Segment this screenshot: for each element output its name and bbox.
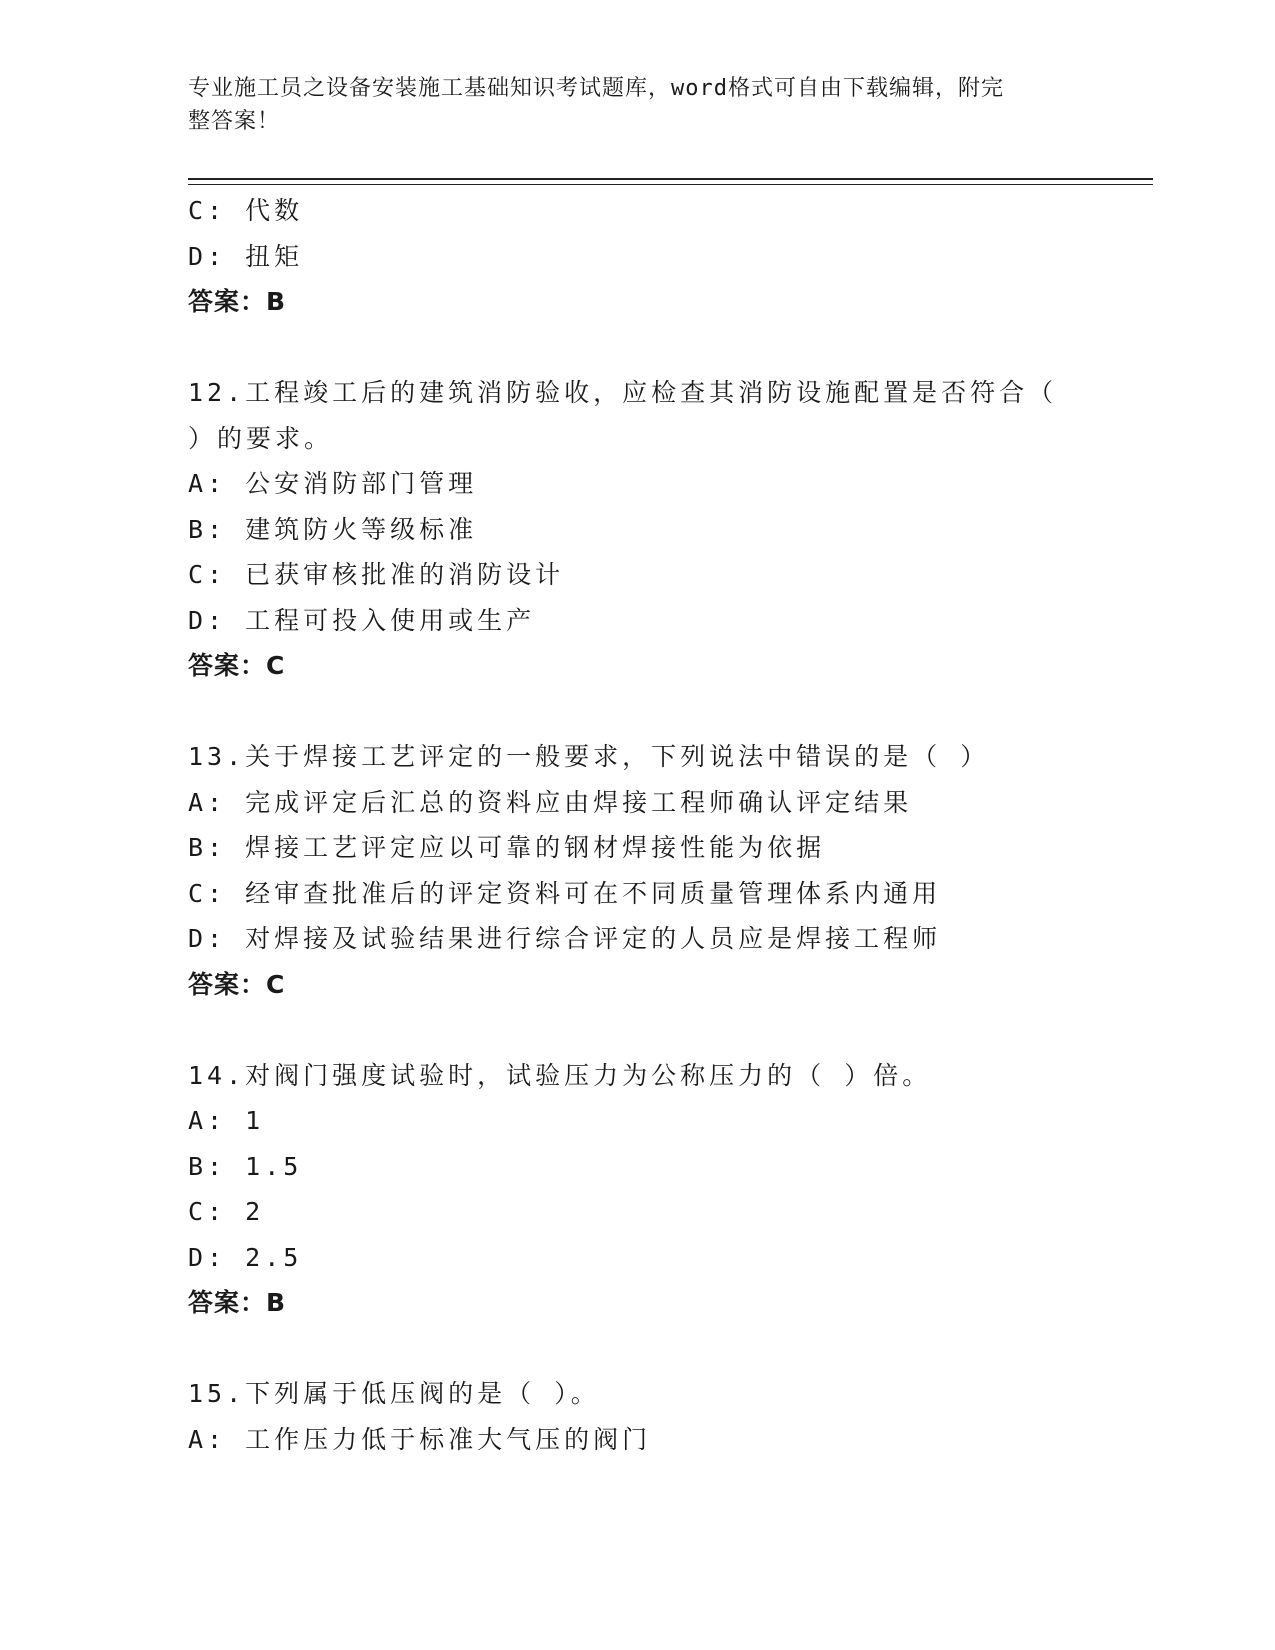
answer-label: 答案：B: [188, 1288, 287, 1317]
spacer: [188, 325, 1088, 371]
option-c: C: 已获审核批准的消防设计: [188, 560, 565, 589]
option-b: B: 1.5: [188, 1151, 303, 1181]
answer-label: 答案：B: [188, 287, 287, 316]
option-c: C: 2: [188, 1197, 265, 1226]
question-11-continued: [188, 188, 1088, 325]
question-stem: 12.工程竣工后的建筑消防验收，应检查其消防设施配置是否符合（: [188, 378, 1058, 407]
answer-label: 答案：C: [188, 969, 286, 999]
option-c: C: 经审查批准后的评定资料可在不同质量管理体系内通用: [188, 878, 942, 908]
option-a: A: 工作压力低于标准大气压的阀门: [188, 1424, 652, 1454]
question-list: [188, 188, 1088, 1462]
option-a: A: 1: [188, 1106, 265, 1135]
answer-label: 答案：C: [188, 651, 286, 680]
header-divider-thick: [188, 178, 1153, 180]
header-line-2: 整答案！: [188, 109, 281, 134]
header-line-1: 专业施工员之设备安装施工基础知识考试题库，word格式可自由下载编辑，附完: [188, 76, 1004, 101]
option-b: B: 焊接工艺评定应以可靠的钢材焊接性能为依据: [188, 833, 826, 862]
option-a: A: 完成评定后汇总的资料应由焊接工程师确认评定结果: [188, 787, 913, 817]
option-d: D: 工程可投入使用或生产: [188, 605, 536, 635]
document-header: [188, 72, 1068, 138]
question-14: [188, 1053, 1088, 1326]
option-d: D: 扭矩: [188, 241, 304, 271]
question-stem: ）的要求。: [188, 423, 334, 453]
option-d: D: 对焊接及试验结果进行综合评定的人员应是焊接工程师: [188, 924, 942, 953]
spacer: [188, 1326, 1088, 1372]
option-d: D: 2.5: [188, 1242, 303, 1272]
spacer: [188, 689, 1088, 735]
option-b: B: 建筑防火等级标准: [188, 514, 478, 544]
question-15: [188, 1371, 1088, 1462]
header-divider-thin: [188, 184, 1153, 185]
question-13: [188, 734, 1088, 1007]
option-a: A: 公安消防部门管理: [188, 469, 478, 498]
question-stem: 14.对阀门强度试验时，试验压力为公称压力的（ ）倍。: [188, 1060, 932, 1090]
question-12: [188, 370, 1088, 689]
question-stem: 15.下列属于低压阀的是（ ）。: [188, 1379, 600, 1408]
spacer: [188, 1007, 1088, 1053]
option-c: C: 代数: [188, 196, 304, 225]
question-stem: 13.关于焊接工艺评定的一般要求，下列说法中错误的是（ ）: [188, 742, 990, 771]
